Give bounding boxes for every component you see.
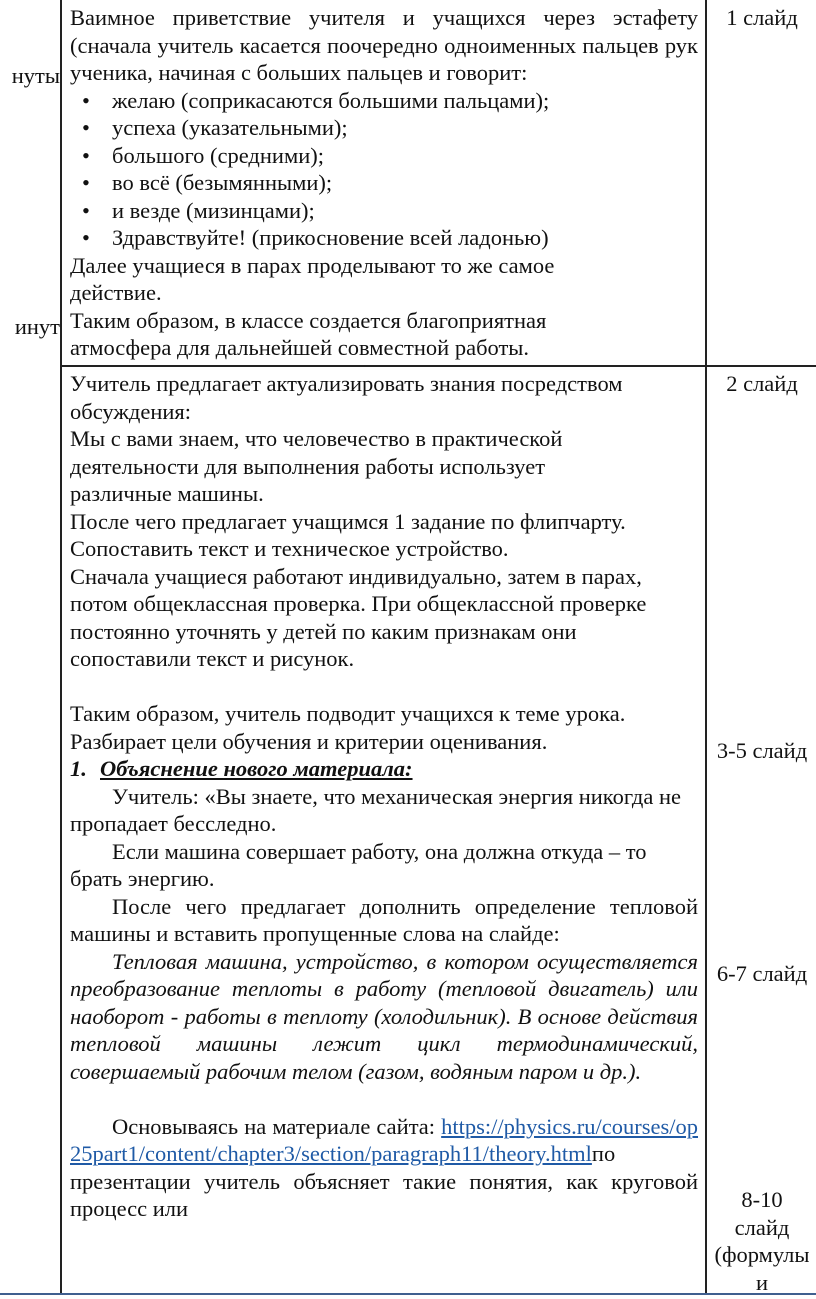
- row2-p9: [70, 1113, 698, 1223]
- list-item: • большого (средними);: [112, 142, 698, 170]
- slide-label-8-10-line2: слайд: [734, 1214, 790, 1240]
- list-item: • Здравствуйте! (прикосновение всей ладонью): [112, 224, 698, 252]
- list-item: • успеха (указательными);: [112, 114, 698, 142]
- left-column-text-2: инут: [14, 314, 60, 339]
- heading-number: 1.: [70, 756, 87, 781]
- list-item: • желаю (соприкасаются большими пальцами);: [112, 87, 698, 115]
- p9-end: по презентации учитель объясняет такие понятия, как круговой процесс или: [70, 1141, 698, 1221]
- slide-label-2: 2 слайд: [726, 371, 798, 396]
- slide-label-8-10-line3: (формулы: [714, 1242, 810, 1267]
- column-divider-left: [60, 0, 62, 1293]
- row2-p4: Сначала учащиеся работают индивидуально, затем в парах, потом общеклассная проверка. При общеклассной проверке постоянно уточнять у детей по каким признакам они сопоставили текст и рисунок.: [70, 563, 647, 671]
- heading-text: Объяснение нового материала:: [100, 756, 413, 781]
- row-divider: [61, 365, 816, 367]
- row1-content: [70, 4, 698, 362]
- definition-text: Тепловая машина, устройство, в котором осуществляется преобразование теплоты в работу (тепловой двигатель) или наоборот - работы в теплоту (холодильник). В основе действия тепловой машины лежит цикл термодинамический, совершаемый рабочим телом (газом, водяным паром и др.).: [70, 948, 698, 1084]
- blank-line: [70, 673, 698, 701]
- p9-start: Основываясь на материале сайта:: [112, 1113, 436, 1139]
- slide-label-8-10-line4: и: [755, 1269, 769, 1295]
- column-divider-right: [705, 0, 707, 1293]
- slide-label-8-10-line1: 8-10: [741, 1187, 783, 1212]
- row2-p7: Если машина совершает работу, она должна откуда – то брать энергию.: [70, 838, 647, 891]
- row2-p3: После чего предлагает учащимся 1 задание по флипчарту. Сопоставить текст и техническое устройство.: [70, 508, 626, 561]
- slide-label-6-7: 6-7 слайд: [716, 961, 808, 986]
- row1-after: Далее учащиеся в парах проделывают то же самое действие.: [70, 252, 555, 305]
- row2-p2: Мы с вами знаем, что человечество в практической деятельности для выполнения работы использует различные машины.: [70, 426, 563, 506]
- row2-p1: Учитель предлагает актуализировать знания посредством обсуждения:: [70, 371, 623, 424]
- blank-line: [70, 1085, 698, 1113]
- row2-content: [70, 370, 698, 1223]
- row1-intro: Ваимное приветствие учителя и учащихся через эстафету (сначала учитель касается поочередно одноименных пальцев рук ученика, начиная с больших пальцев и говорит:: [70, 5, 698, 85]
- source-link[interactable]: https://physics.ru/courses/op25part1/content/chapter3/section/paragraph11/theory.html: [70, 1113, 699, 1166]
- row2-p8: После чего предлагает дополнить определение тепловой машины и вставить пропущенные слова на слайде:: [70, 893, 698, 946]
- slide-label-8-10: [708, 1186, 816, 1296]
- slide-label-1: 1 слайд: [726, 5, 798, 30]
- row1-conclusion: Таким образом, в классе создается благоприятная атмосфера для дальнейшей совместной работы.: [70, 307, 547, 360]
- section-heading: [70, 755, 698, 783]
- slide-label-3-5: 3-5 слайд: [716, 738, 808, 763]
- list-item: • во всё (безымянными);: [112, 169, 698, 197]
- row2-p5: Таким образом, учитель подводит учащихся к теме урока. Разбирает цели обучения и критерии оценивания.: [70, 701, 626, 754]
- row2-p6: Учитель: «Вы знаете, что механическая энергия никогда не пропадает бесследно.: [70, 783, 682, 836]
- page-bottom-border: [0, 1293, 816, 1295]
- left-column-text-1: нуты: [11, 63, 60, 88]
- greeting-list: [70, 87, 698, 252]
- list-item: • и везде (мизинцами);: [112, 197, 698, 225]
